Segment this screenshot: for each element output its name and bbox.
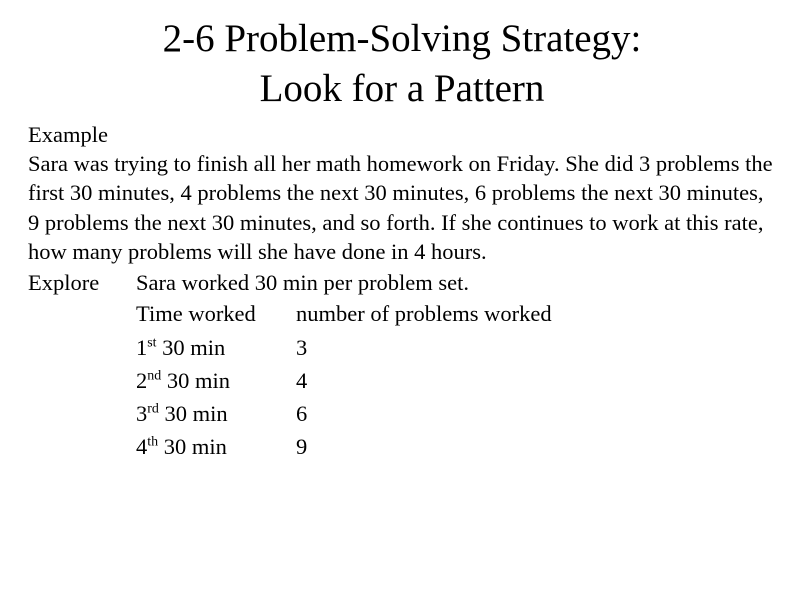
table-header-time: Time worked (136, 301, 256, 327)
table-cell-time (136, 366, 296, 395)
explore-row (28, 268, 776, 297)
explore-label: Explore (28, 270, 100, 296)
ordinal-number: 1 (136, 334, 148, 360)
ordinal-suffix: rd (147, 401, 159, 417)
table-cell-count: 4 (296, 367, 308, 393)
time-text: 30 min (158, 401, 228, 427)
table-cell-count: 6 (296, 401, 308, 427)
slide-title (28, 14, 776, 114)
ordinal-suffix: th (147, 434, 159, 450)
table-cell-time (136, 333, 296, 362)
ordinal-suffix: st (147, 335, 157, 351)
ordinal-number: 4 (136, 434, 148, 460)
title-line-1: 2-6 Problem-Solving Strategy: (162, 17, 642, 60)
ordinal-number: 3 (136, 401, 148, 427)
example-text: Sara was trying to finish all her math homework on Friday. She did 3 problems the first 30 minutes, 4 problems the next 30 minutes, 6 problems the next 30 minutes, 9 problems the next 30 minutes, and so forth. If she continues to work at this rate, how many problems will she have done in 4 hours. (28, 151, 773, 264)
time-text: 30 min (161, 367, 230, 393)
example-label: Example (28, 121, 108, 147)
table-header-row (136, 299, 776, 328)
pattern-table (136, 299, 776, 461)
table-cell-time (136, 399, 296, 428)
time-text: 30 min (156, 334, 226, 360)
table-cell-count: 3 (296, 334, 308, 360)
ordinal-suffix: nd (147, 368, 162, 384)
table-header-count: number of problems worked (296, 301, 552, 327)
table-cell-time (136, 432, 296, 461)
explore-text: Sara worked 30 min per problem set. (136, 270, 470, 296)
slide-body (28, 120, 776, 462)
ordinal-number: 2 (136, 367, 148, 393)
title-line-2: Look for a Pattern (259, 66, 545, 110)
table-row (136, 333, 776, 362)
table-row (136, 399, 776, 428)
time-text: 30 min (158, 434, 227, 460)
table-row (136, 432, 776, 461)
table-row (136, 366, 776, 395)
table-cell-count: 9 (296, 434, 308, 460)
